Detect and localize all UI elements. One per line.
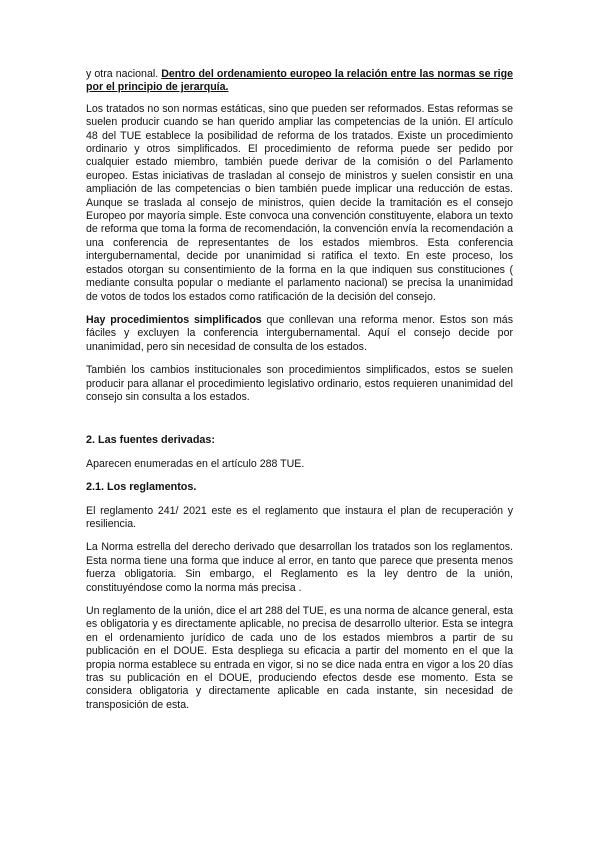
section-2-1-heading: 2.1. Los reglamentos. xyxy=(86,481,197,494)
regulation-paragraph-2: La Norma estrella del derecho derivado que desarrollan los tratados son los reglamentos. Esta norma tiene una forma que induce al error, en tanto que parece que presenta menos fuerza obligatoria. Sin embargo, el Reglamento es la ley dentro de la unión, constituyéndose como la norma más precisa . xyxy=(86,541,513,594)
simplified-paragraph xyxy=(86,314,513,354)
section-spacer xyxy=(86,414,513,434)
intro-text: y otra nacional. xyxy=(86,68,162,80)
regulation-paragraph-1: El reglamento 241/ 2021 este es el reglamento que instaura el plan de recuperación y resiliencia. xyxy=(86,504,513,530)
section-2-text: Aparecen enumeradas en el artículo 288 TUE. xyxy=(86,457,305,470)
simplified-text: que conllevan una reforma menor. Estos son más fáciles y excluyen la conferencia intergubernamental. Aquí el consejo decide por unanimidad, pero sin necesidad de consulta de los estados. xyxy=(86,313,513,353)
intro-paragraph xyxy=(86,68,513,95)
document-page xyxy=(86,68,513,722)
institutional-paragraph: También los cambios institucionales son procedimientos simplificados, estos se suelen producir para allanar el procedimiento legislativo ordinario, estos requieren unanimidad del consejo sin consulta a los estados. xyxy=(86,364,513,403)
simplified-bold: Hay procedimientos simplificados xyxy=(86,313,262,326)
section-2-heading: 2. Las fuentes derivadas: xyxy=(86,434,216,447)
intro-emphasis: Dentro del ordenamiento europeo la relación entre las normas se rige por el principio de jerarquía. xyxy=(86,68,513,94)
reform-paragraph: Los tratados no son normas estáticas, sino que pueden ser reformados. Estas reformas se suelen producir cuando se han querido ampliar las competencias de la unión. El artículo 48 del TUE establece la posibilidad de reforma de los tratados. Existe un procedimiento ordinario y otros simplificados. El procedimiento de reforma puede ser pedido por cualquier estado miembro, también puede derivar de la comisión o del Parlamento europeo. Estas iniciativas de trasladan al consejo de ministros y suelen consistir en una ampliación de las competencias o bien también puede implicar una reducción de estas. Aunque se traslada al consejo de ministros, quien decide la tramitación es el consejo Europeo por mayoría simple. Este convoca una convención constituyente, elabora un texto de reforma que toma la forma de recomendación, la convención envía la recomendación a una conferencia de representantes de los estados miembros. Esta conferencia intergubernamental, decide por unanimidad si ratifica el texto. En este proceso, los estados otorgan su consentimiento de la forma en la que indiquen sus constituciones ( mediante consulta popular o mediante el parlamento nacional) se precisa la unanimidad de votos de todos los estados como ratificación de la decisión del consejo. xyxy=(86,102,513,303)
regulation-paragraph-3: Un reglamento de la unión, dice el art 288 del TUE, es una norma de alcance general, esta es obligatoria y es directamente aplicable, no precisa de desarrollo ulterior. Esta se integra en el ordenamiento jurídico de cada uno de los estados miembros a partir de su publicación en el DOUE. Esta despliega su eficacia a partir del momento en el que la propia norma establece su entrada en vigor, si no se dice nada entra en vigor a los 20 días tras su publicación en el DOUE, produciendo efectos desde ese momento. Esta se considera obligatoria y directamente aplicable en cada instante, sin necesidad de transposición de esta. xyxy=(86,605,513,711)
